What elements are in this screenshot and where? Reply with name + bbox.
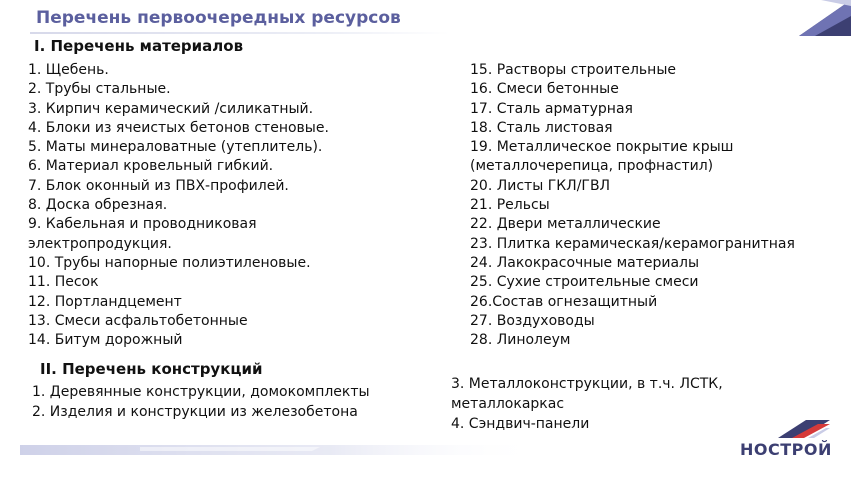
list-item: 6. Материал кровельный гибкий. (28, 158, 274, 175)
list-item: 27. Воздуховоды (470, 312, 595, 329)
list-item: 19. Металлическое покрытие крыш (470, 139, 734, 156)
nostroy-logo (740, 416, 830, 462)
list-item-continuation: электропродукция. (28, 235, 172, 252)
list-item: 28. Линолеум (470, 332, 571, 349)
constructions-list-right (451, 374, 723, 434)
list-item: 3. Кирпич керамический /силикатный. (28, 100, 314, 117)
constructions-heading: II. Перечень конструкций (40, 360, 263, 378)
materials-list-left (28, 61, 329, 350)
list-item: 13. Смеси асфальтобетонные (28, 312, 248, 329)
list-item: 11. Песок (28, 274, 99, 291)
list-item: 16. Смеси бетонные (470, 81, 619, 98)
list-item: 7. Блок оконный из ПВХ-профилей. (28, 177, 289, 194)
list-item: 1. Деревянные конструкции, домокомплекты (32, 384, 370, 400)
list-item: 1. Щебень. (28, 62, 109, 78)
list-item: 26.Состав огнезащитный (470, 293, 658, 310)
list-item: 22. Двери металлические (470, 216, 661, 233)
list-item: 8. Доска обрезная. (28, 197, 168, 214)
logo-mark-icon (778, 416, 830, 438)
list-item: 20. Листы ГКЛ/ГВЛ (470, 177, 611, 194)
list-item: 9. Кабельная и проводниковая (28, 216, 257, 233)
materials-heading: I. Перечень материалов (34, 37, 244, 55)
list-item: 15. Растворы строительные (470, 62, 676, 78)
materials-list-right (470, 61, 795, 350)
list-item: 23. Плитка керамическая/керамогранитная (470, 235, 795, 252)
list-item-continuation: металлокаркас (451, 396, 565, 412)
corner-decoration (781, 0, 851, 36)
list-item: 18. Сталь листовая (470, 119, 613, 136)
title-underline (30, 32, 450, 34)
logo-text: НОСТРОЙ (740, 440, 832, 459)
list-item: 24. Лакокрасочные материалы (470, 254, 700, 271)
list-item-continuation: (металлочерепица, профнастил) (470, 158, 714, 175)
list-item: 2. Трубы стальные. (28, 81, 171, 98)
constructions-list-left (32, 382, 370, 422)
footer-stripe (20, 441, 720, 461)
list-item: 12. Портландцемент (28, 293, 182, 310)
list-item: 4. Сэндвич-панели (451, 416, 590, 432)
page-title: Перечень первоочередных ресурсов (36, 8, 401, 28)
list-item: 4. Блоки из ячеистых бетонов стеновые. (28, 119, 329, 136)
list-item: 25. Сухие строительные смеси (470, 274, 699, 291)
list-item: 3. Металлоконструкции, в т.ч. ЛСТК, (451, 376, 723, 392)
list-item: 14. Битум дорожный (28, 332, 183, 349)
list-item: 21. Рельсы (470, 197, 550, 214)
list-item: 2. Изделия и конструкции из железобетона (32, 404, 358, 420)
list-item: 10. Трубы напорные полиэтиленовые. (28, 254, 311, 271)
list-item: 5. Маты минераловатные (утеплитель). (28, 139, 323, 156)
list-item: 17. Сталь арматурная (470, 100, 633, 117)
